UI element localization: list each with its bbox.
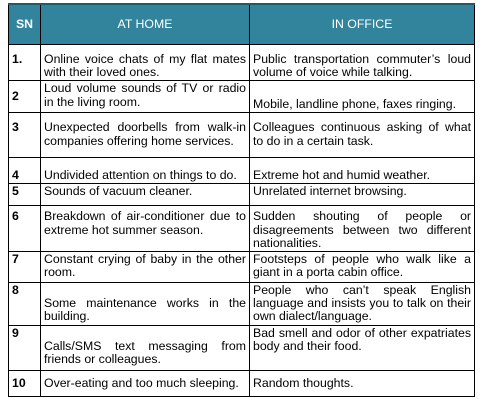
header-at-home: AT HOME <box>41 4 250 45</box>
row-at-home-text: Constant crying of baby in the other room. <box>44 252 246 280</box>
row-at-home-text: Unexpected doorbells from walk-in companies offering home services. <box>44 120 246 148</box>
row-in-office <box>250 252 475 283</box>
row-sn: 2 <box>9 81 41 113</box>
row-sn: 10 <box>9 370 41 396</box>
row-at-home <box>41 81 250 113</box>
row-in-office <box>250 158 475 184</box>
row-in-office <box>250 206 475 252</box>
row-in-office-text: Unrelated internet browsing. <box>253 184 407 199</box>
row-at-home <box>41 252 250 283</box>
table-row <box>9 370 475 396</box>
row-in-office <box>250 81 475 113</box>
header-in-office: IN OFFICE <box>250 4 475 45</box>
table-row <box>9 184 475 206</box>
row-at-home <box>41 325 250 370</box>
row-in-office <box>250 113 475 158</box>
row-at-home <box>41 113 250 158</box>
row-at-home-text: Online voice chats of my flat mates with their loved ones. <box>44 52 246 80</box>
row-at-home-text: Loud volume sounds of TV or radio in the living room. <box>44 81 246 109</box>
row-sn: 9 <box>9 325 41 370</box>
row-in-office-text: Mobile, landline phone, faxes ringing. <box>253 97 457 112</box>
table-row <box>9 325 475 370</box>
row-in-office-text: Public transportation commuter’s loud volume of voice while talking. <box>253 52 471 80</box>
table-row <box>9 252 475 283</box>
distractions-table <box>8 3 475 397</box>
row-in-office-text: Footsteps of people who walk like a giant in a porta cabin office. <box>253 252 471 280</box>
table-row <box>9 81 475 113</box>
row-at-home-text: Sounds of vacuum cleaner. <box>44 184 193 199</box>
row-at-home <box>41 158 250 184</box>
row-in-office-text: Random thoughts. <box>253 375 354 390</box>
row-at-home <box>41 184 250 206</box>
row-at-home <box>41 45 250 81</box>
row-at-home-text: Calls/SMS text messaging from friends or colleagues. <box>44 338 246 366</box>
row-in-office <box>250 370 475 396</box>
table-row <box>9 158 475 184</box>
row-at-home-text: Over-eating and too much sleeping. <box>44 375 239 390</box>
row-at-home <box>41 370 250 396</box>
row-in-office-text: Bad smell and odor of other expatriates body and their food. <box>253 325 471 353</box>
row-in-office-text: Sudden shouting of people or disagreements between two different nationalities. <box>253 209 471 250</box>
row-sn: 6 <box>9 206 41 252</box>
row-sn: 3 <box>9 113 41 158</box>
row-in-office-text: Colleagues continuous asking of what to do in a certain task. <box>253 120 471 148</box>
row-sn: 5 <box>9 184 41 206</box>
row-at-home <box>41 206 250 252</box>
row-sn: 4 <box>9 158 41 184</box>
row-sn: 8 <box>9 283 41 326</box>
row-in-office-text: Extreme hot and humid weather. <box>253 168 431 183</box>
header-sn: SN <box>9 4 41 45</box>
table-row <box>9 45 475 81</box>
row-in-office <box>250 325 475 370</box>
row-in-office <box>250 184 475 206</box>
table-row <box>9 283 475 326</box>
row-at-home <box>41 283 250 326</box>
distractions-table-container <box>8 3 475 397</box>
row-at-home-text: Some maintenance works in the building. <box>44 296 246 324</box>
row-in-office-text: People who can’t speak English language and insists you to talk on their own dialect/language. <box>253 283 471 324</box>
row-at-home-text: Breakdown of air-conditioner due to extreme hot summer season. <box>44 209 246 237</box>
row-sn: 7 <box>9 252 41 283</box>
table-header-row <box>9 4 475 45</box>
row-sn: 1. <box>9 45 41 81</box>
table-row <box>9 206 475 252</box>
row-at-home-text: Undivided attention on things to do. <box>44 168 237 183</box>
row-in-office <box>250 283 475 326</box>
row-in-office <box>250 45 475 81</box>
table-row <box>9 113 475 158</box>
